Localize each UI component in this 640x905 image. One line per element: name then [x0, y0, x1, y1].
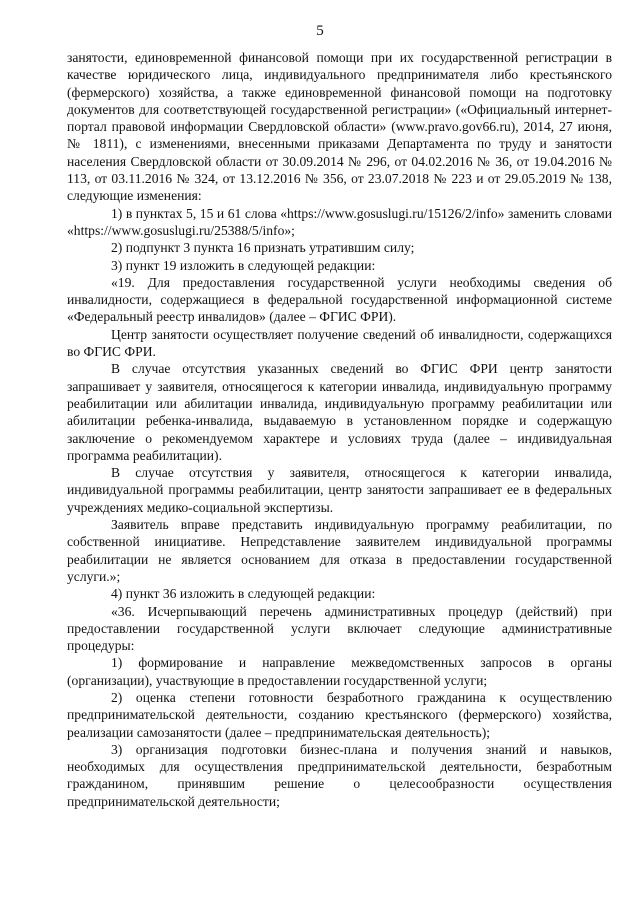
paragraph: «36. Исчерпывающий перечень административных процедур (действий) при предоставлении государственной услуги включает следующие административные процедуры: — [67, 603, 612, 654]
paragraph: занятости, единовременной финансовой помощи при их государственной регистрации в качестве юридического лица, индивидуального предпринимателя либо крестьянского (фермерского) хозяйства, а также единовременной финансовой помощи на подготовку документов для соответствующей государственной регистрации» («Официальный интернет-портал правовой информации Свердловской области» (www.pravo.gov66.ru), 2014, 27 июня, № 1811), с изменениями, внесенными приказами Департамента по труду и занятости населения Свердловской области от 30.09.2014 № 296, от 04.02.2016 № 36, от 19.04.2016 № 113, от 03.11.2016 № 324, от 13.12.2016 № 356, от 23.07.2018 № 223 и от 29.05.2019 № 138, следующие изменения: — [67, 50, 612, 204]
paragraph: Заявитель вправе представить индивидуальную программу реабилитации, по собственной инициативе. Непредставление заявителем индивидуальной программы реабилитации не является основанием для отказа в предоставлении государственной услуги.»; — [67, 517, 612, 584]
paragraph: 2) оценка степени готовности безработного гражданина к осуществлению предпринимательской деятельности, созданию крестьянского (фермерского) хозяйства, реализации самозанятости (далее – предпринимательская деятельность); — [67, 689, 612, 740]
paragraph: «19. Для предоставления государственной услуги необходимы сведения об инвалидности, содержащиеся в федеральной государственной информационной системе «Федеральный реестр инвалидов» (далее – ФГИС ФРИ). — [67, 274, 612, 325]
paragraph: 1) в пунктах 5, 15 и 61 слова «https://www.gosuslugi.ru/15126/2/info» заменить словами «https://www.gosuslugi.ru/25388/5/info»; — [67, 205, 612, 238]
paragraph: В случае отсутствия у заявителя, относящегося к категории инвалида, индивидуальной программы реабилитации, центр занятости запрашивает ее в федеральных учреждениях медико-социальной экспертизы. — [67, 465, 612, 515]
paragraph: 1) формирование и направление межведомственных запросов в органы (организации), участвующие в предоставлении государственной услуги; — [67, 655, 612, 688]
paragraph: 3) организация подготовки бизнес-плана и получения знаний и навыков, необходимых для осуществления предпринимательской деятельности, безработным гражданином, принявшим решение о целесообразности осуществления предпринимательской деятельности; — [67, 741, 612, 809]
page-number: 5 — [316, 23, 324, 39]
paragraph: 4) пункт 36 изложить в следующей редакции: — [111, 586, 376, 602]
document-body — [67, 49, 612, 810]
paragraph: Центр занятости осуществляет получение сведений об инвалидности, содержащихся во ФГИС ФРИ. — [67, 326, 612, 360]
paragraph: В случае отсутствия указанных сведений во ФГИС ФРИ центр занятости запрашивает у заявителя, относящегося к категории инвалида, индивидуальную программу реабилитации или абилитации инвалида, индивидуальную программу реабилитации или абилитации ребенка-инвалида, выдаваемую в установленном порядке и содержащую заключение о рекомендуемом характере и условиях труда (далее – индивидуальная программа реабилитации). — [67, 361, 612, 463]
paragraph: 2) подпункт 3 пункта 16 признать утратившим силу; — [111, 240, 415, 256]
paragraph: 3) пункт 19 изложить в следующей редакции: — [111, 257, 376, 273]
